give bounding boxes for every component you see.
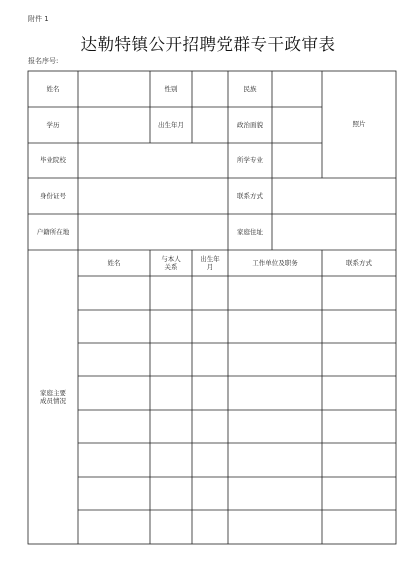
field-gender[interactable]: [192, 71, 228, 107]
label-political-status: 政治面貌: [237, 120, 263, 129]
label-ethnicity: 民族: [243, 84, 257, 93]
label-contact: 联系方式: [237, 191, 263, 200]
family-member-relation-cell[interactable]: [150, 310, 192, 343]
field-id-number[interactable]: [78, 178, 228, 214]
family-col-relation-line2: 关系: [164, 263, 178, 271]
label-birth: 出生年月: [158, 120, 184, 129]
family-member-relation-cell[interactable]: [150, 343, 192, 376]
family-member-name-cell[interactable]: [78, 477, 150, 510]
field-birth[interactable]: [192, 107, 228, 143]
label-photo[interactable]: 照片: [352, 120, 366, 129]
family-member-contact-cell[interactable]: [322, 443, 396, 477]
field-contact[interactable]: [272, 178, 396, 214]
family-member-birth-cell[interactable]: [192, 276, 228, 310]
family-member-contact-cell[interactable]: [322, 310, 396, 343]
label-school: 毕业院校: [40, 156, 66, 165]
family-member-work-cell[interactable]: [228, 443, 322, 477]
family-col-work: 工作单位及职务: [252, 258, 298, 267]
family-member-birth-cell[interactable]: [192, 443, 228, 477]
serial-number-label: 报名序号:: [28, 57, 59, 65]
family-member-work-cell[interactable]: [228, 276, 322, 310]
family-member-contact-cell[interactable]: [322, 510, 396, 544]
family-member-birth-cell[interactable]: [192, 376, 228, 410]
label-id-number: 身份证号: [40, 191, 66, 200]
family-member-work-cell[interactable]: [228, 343, 322, 376]
family-member-name-cell[interactable]: [78, 410, 150, 443]
family-member-name-cell[interactable]: [78, 310, 150, 343]
family-col-birth-line2: 月: [206, 263, 214, 271]
label-major: 所学专业: [237, 156, 263, 165]
family-member-work-cell[interactable]: [228, 310, 322, 343]
family-col-relation-line1: 与本人: [161, 254, 181, 263]
family-member-contact-cell[interactable]: [322, 376, 396, 410]
family-member-name-cell[interactable]: [78, 343, 150, 376]
form-title: 达勒特镇公开招聘党群专干政审表: [80, 35, 336, 54]
field-hukou[interactable]: [78, 214, 228, 250]
field-education[interactable]: [78, 107, 150, 143]
family-member-name-cell[interactable]: [78, 276, 150, 310]
family-member-work-cell[interactable]: [228, 477, 322, 510]
label-hukou: 户籍所在地: [36, 227, 70, 236]
family-member-relation-cell[interactable]: [150, 276, 192, 310]
family-member-work-cell[interactable]: [228, 510, 322, 544]
label-name: 姓名: [46, 84, 60, 93]
field-major[interactable]: [272, 143, 322, 178]
family-member-birth-cell[interactable]: [192, 410, 228, 443]
family-member-contact-cell[interactable]: [322, 477, 396, 510]
family-member-birth-cell[interactable]: [192, 310, 228, 343]
family-member-work-cell[interactable]: [228, 410, 322, 443]
field-name[interactable]: [78, 71, 150, 107]
family-section-line1: 家庭主要: [40, 388, 66, 397]
family-member-relation-cell[interactable]: [150, 443, 192, 477]
family-member-birth-cell[interactable]: [192, 343, 228, 376]
label-gender: 性别: [164, 84, 178, 93]
field-political-status[interactable]: [272, 107, 322, 143]
family-member-name-cell[interactable]: [78, 443, 150, 477]
field-school[interactable]: [78, 143, 228, 178]
family-member-birth-cell[interactable]: [192, 510, 228, 544]
family-member-name-cell[interactable]: [78, 376, 150, 410]
label-education: 学历: [46, 120, 60, 129]
family-member-relation-cell[interactable]: [150, 510, 192, 544]
family-member-relation-cell[interactable]: [150, 410, 192, 443]
field-ethnicity[interactable]: [272, 71, 322, 107]
family-section-label: [28, 250, 78, 544]
family-col-name: 姓名: [107, 258, 121, 267]
family-col-relation: [150, 250, 192, 276]
family-member-contact-cell[interactable]: [322, 276, 396, 310]
family-col-contact: 联系方式: [346, 258, 372, 267]
family-col-birth: [192, 250, 228, 276]
family-member-work-cell[interactable]: [228, 376, 322, 410]
family-member-contact-cell[interactable]: [322, 343, 396, 376]
family-col-birth-line1: 出生年: [200, 254, 220, 263]
family-member-relation-cell[interactable]: [150, 477, 192, 510]
family-member-relation-cell[interactable]: [150, 376, 192, 410]
family-member-contact-cell[interactable]: [322, 410, 396, 443]
family-section-line2: 成员情况: [40, 397, 66, 405]
label-home-address: 家庭住址: [237, 227, 263, 236]
family-member-name-cell[interactable]: [78, 510, 150, 544]
attachment-label: 附件 1: [28, 15, 49, 23]
field-home-address[interactable]: [272, 214, 396, 250]
family-member-birth-cell[interactable]: [192, 477, 228, 510]
